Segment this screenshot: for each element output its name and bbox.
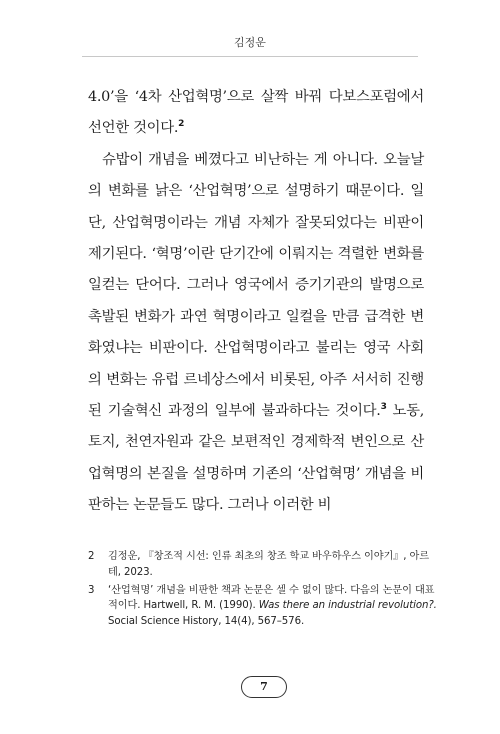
footnote-number: 3 — [88, 584, 95, 596]
footnote-title-italic: Was there an industrial revolution?. — [258, 600, 437, 612]
page-number: 7 — [241, 676, 287, 698]
footnotes — [88, 549, 438, 632]
paragraph-2 — [88, 145, 424, 522]
footnote-ref-2[interactable]: 2 — [178, 119, 185, 130]
footnote-2 — [88, 549, 438, 581]
footnote-ref-3[interactable]: 3 — [380, 402, 387, 413]
running-title: 김정운 — [234, 36, 266, 49]
header-divider — [82, 56, 418, 57]
footnote-text — [108, 583, 438, 630]
paragraph-2-text-a: 슈밥이 개념을 베꼈다고 비난하는 게 아니다. 오늘날의 변화를 낡은 ‘산업혁명’으로 설명하기 때문이다. 일단, 산업혁명이라는 개념 자체가 잘못되었다는 비판이 제기된다. ‘혁명’이란 단기간에 이뤄지는 격렬한 변화를 일컫는 단어다. 그러나 영국에서 증기기관의 발명으로 촉발된 변화가 과연 혁명이라고 일컬을 만큼 급격한 변화였냐는 비판이다. 산업혁명이라고 불리는 영국 사회의 변화는 유럽 르네상스에서 비롯된, 아주 서서히 진행된 기술혁신 과정의 일부에 불과하다는 것이다. — [88, 151, 424, 420]
body-text — [88, 82, 424, 522]
paragraph-2-text-b: 노동, 토지, 천연자원과 같은 보편적인 경제학적 변인으로 산업혁명의 본질을 설명하며 기존의 ‘산업혁명’ 개념을 비판하는 논문들도 많다. 그러나 이러한 비 — [88, 403, 424, 514]
footnote-text-a: ‘산업혁명’ 개념을 비판한 책과 논문은 셀 수 없이 많다. 다음의 논문이 대표적이다. Hartwell, R. M. (1990). — [108, 584, 435, 612]
footnote-text-b: Social Science History, 14(4), 567–576. — [108, 616, 305, 628]
footnote-text: 김정운, 『창조적 시선: 인류 최초의 창조 학교 바우하우스 이야기』, 아르테, 2023. — [108, 551, 430, 578]
footnote-3 — [88, 583, 438, 630]
paragraph-1 — [88, 82, 424, 145]
footnote-number: 2 — [88, 551, 95, 562]
paragraph-1-text: 4.0’을 ‘4차 산업혁명’으로 살짝 바꿔 다보스포럼에서 선언한 것이다. — [88, 89, 424, 137]
